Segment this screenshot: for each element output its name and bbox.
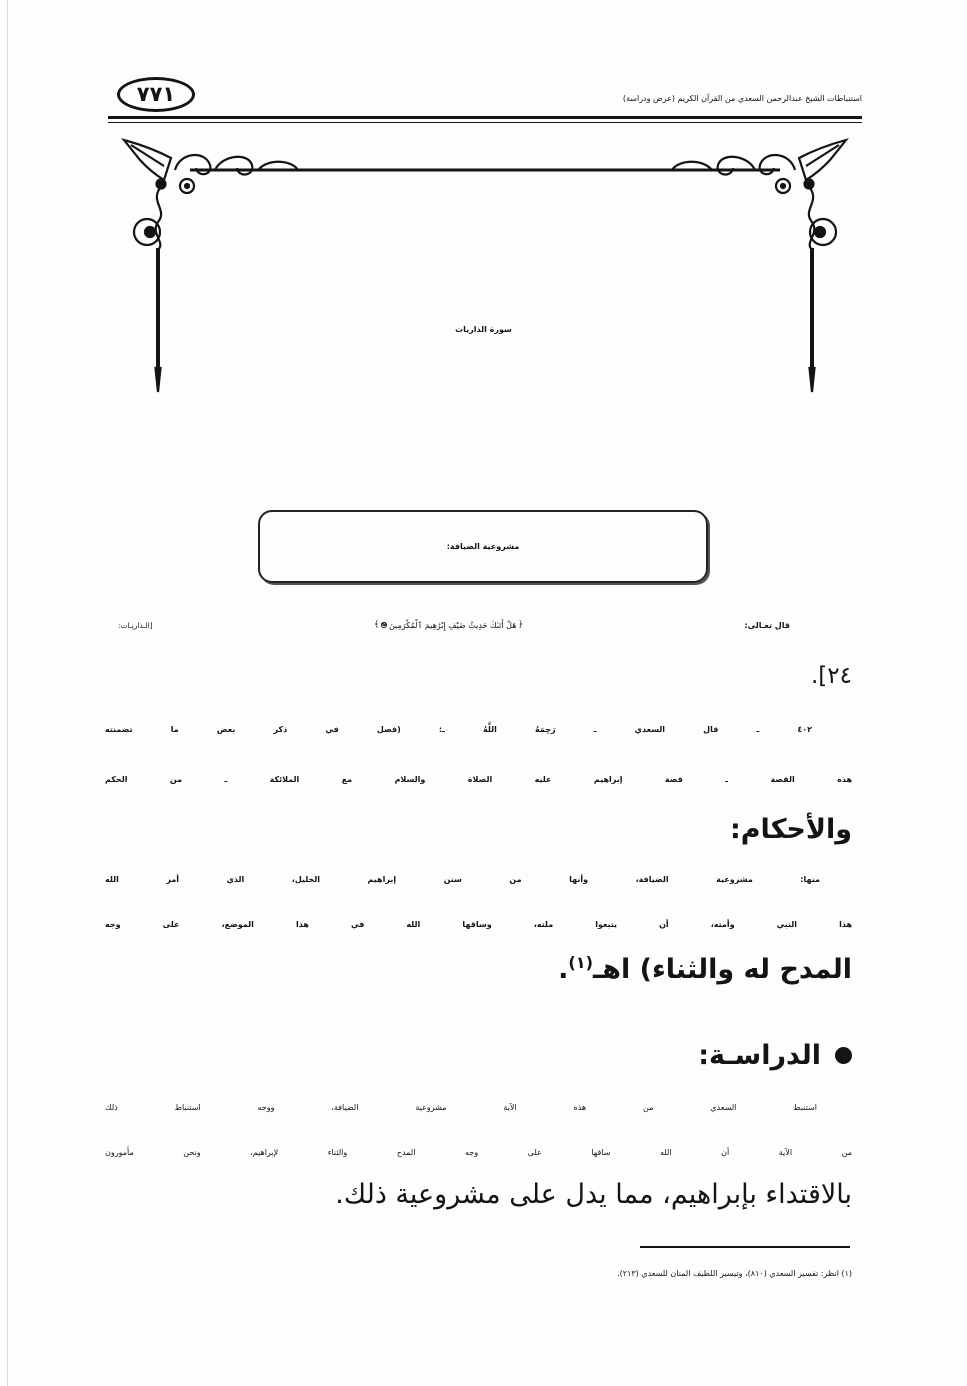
quote-line: منها: مشروعية الضيافة، وأنها من سنن إبراهيم الخليل، الذي أمر الله: [105, 875, 820, 884]
footnote: (١) انظر: تفسير السعدي (٨١٠)، وتيسير اللطيف المنان للسعدي (٢١٣).: [617, 1269, 852, 1278]
quote-last-text: المدح له والثناء) اهـ: [593, 954, 852, 985]
verse-intro: قال تعـالى:: [744, 620, 790, 630]
verse-text: هَلْ أَتَىٰكَ حَدِيثُ ضَيْفِ إِبْرَٰهِيمَ ٱلْمُكْرَمِينَ: [388, 620, 517, 630]
study-line: بالاقتداء بإبراهيم، مما يدل على مشروعية ذلك.: [335, 1179, 852, 1210]
verse-group: [374, 620, 523, 630]
page-number: ٧٧١: [117, 77, 195, 112]
quote-line: هذا النبي وأمته، أن يتبعوا ملته، وساقها الله في هذا الموضع، على وجه: [105, 920, 852, 929]
footnote-reference[interactable]: (١): [568, 953, 594, 972]
quote-line: هذه القصة ـ قصة إبراهيم عليه الصلاة والسلام مع الملائكة ـ من الحكم: [105, 775, 852, 784]
header-rule: [108, 116, 862, 119]
quote-last-line: [105, 947, 852, 993]
section-heading: مشروعية الضيافة:: [446, 542, 520, 551]
surah-title: سورة الذاريات: [455, 325, 512, 334]
study-heading: [560, 1032, 852, 1078]
bullet-icon: [835, 1047, 852, 1064]
study-line: من الآية أن الله ساقها على وجه المدح والثناء لإبراهيم، ونحن مأمورون: [105, 1148, 852, 1157]
verse-line: [118, 602, 790, 648]
study-heading-text: الدراسـة:: [698, 1039, 821, 1071]
verse-reference-start: [الـذاريـات:: [118, 620, 153, 630]
running-title: استنباطات الشيخ عبدالرحمن السعدي من القرآن الكريم (عرض ودراسة): [622, 94, 862, 103]
verse-reference-end: ٢٤].: [810, 663, 852, 689]
quote-line: والأحكام:: [729, 814, 852, 845]
footnote-rule: [640, 1246, 850, 1248]
study-line: استنبط السعدي من هذه الآية مشروعية الضيافة، ووجه استنباط ذلك: [105, 1103, 817, 1112]
verse-open-bracket: ﴿: [518, 620, 524, 630]
quote-last-end: .: [558, 954, 569, 985]
quote-line: ٤٠٢ ـ قال السعدي ـ رَحِمَهُ اللَّهُ ـ: (فصل في ذكر بعض ما تضمنته: [105, 725, 812, 734]
ayah-number-marker: ٢٤: [380, 622, 388, 628]
section-heading-box: [258, 510, 708, 583]
verse-close-bracket: ﴾: [373, 620, 380, 630]
header-rule-thin: [108, 122, 862, 123]
